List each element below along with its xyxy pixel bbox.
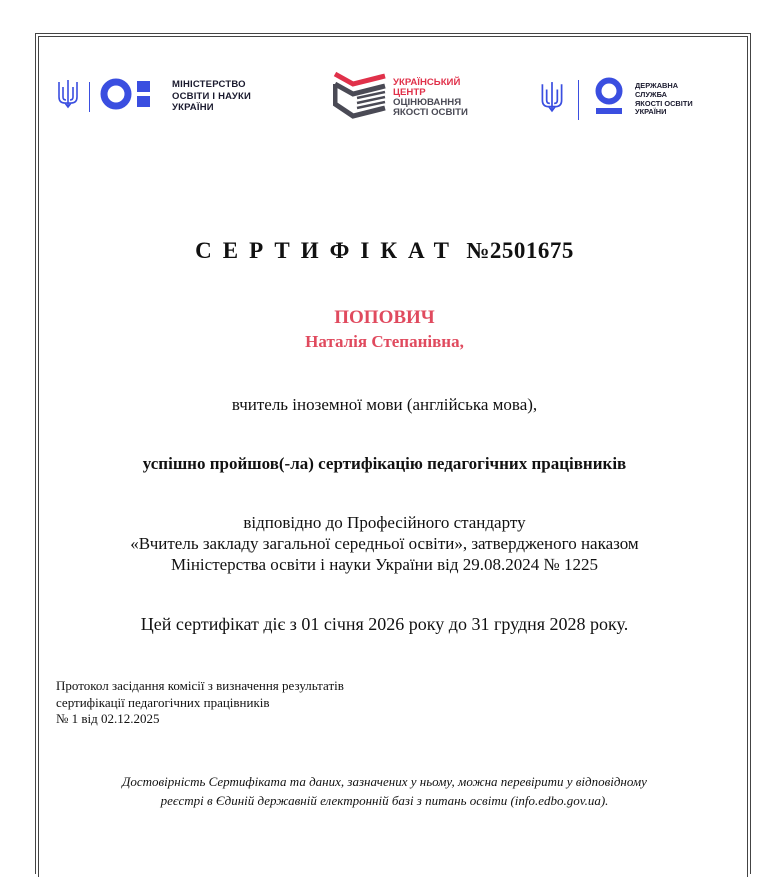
certificate-title-word: СЕРТИФІКАТ (195, 238, 460, 263)
open-book-icon (333, 70, 387, 125)
testing-center-logo (333, 70, 468, 125)
logo-divider (578, 80, 579, 120)
certification-statement: успішно пройшов(-ла) сертифікацію педагогічних працівників (142, 454, 627, 473)
standard-line: «Вчитель закладу загальної середньої освіти», затвердженого наказом (130, 534, 639, 553)
holder-position: вчитель іноземної мови (англійська мова), (231, 395, 538, 414)
ministry-name: МІНІСТЕРСТВО ОСВІТИ І НАУКИ УКРАЇНИ (172, 79, 251, 114)
certificate-title (0, 238, 769, 264)
standard-line: Міністерства освіти і науки України від 29.08.2024 № 1225 (171, 555, 598, 574)
verification-note: Достовірність Сертифіката та даних, зазначених у ньому, можна перевірити у відповідному реєстрі в Єдиній державній електронній базі з питань освіти (info.edbo.gov.ua). (122, 774, 647, 808)
protocol-info: Протокол засідання комісії з визначення результатів сертифікації педагогічних працівників № 1 від 02.12.2025 (56, 678, 344, 726)
trident-icon (57, 79, 79, 114)
logo-divider (89, 82, 90, 112)
holder-given-name: Наталія Степанівна, (305, 332, 464, 351)
testing-center-name: УКРАЇНСЬКИЙ ЦЕНТР ОЦІНЮВАННЯ ЯКОСТІ ОСВІТИ (393, 76, 468, 118)
quality-mark-icon (593, 77, 625, 122)
validity-period: Цей сертифікат діє з 01 січня 2026 року до 31 грудня 2028 року. (140, 614, 629, 634)
standard-line: відповідно до Професійного стандарту (243, 513, 526, 532)
quality-service-name: ДЕРЖАВНА СЛУЖБА ЯКОСТІ ОСВІТИ УКРАЇНИ (635, 81, 693, 117)
trident-icon (540, 81, 564, 118)
certificate-number: №2501675 (466, 238, 574, 263)
ministry-mark-icon (100, 78, 164, 115)
ministry-logo (57, 78, 251, 115)
holder-surname: ПОПОВИЧ (334, 307, 435, 328)
quality-service-logo (540, 77, 693, 122)
